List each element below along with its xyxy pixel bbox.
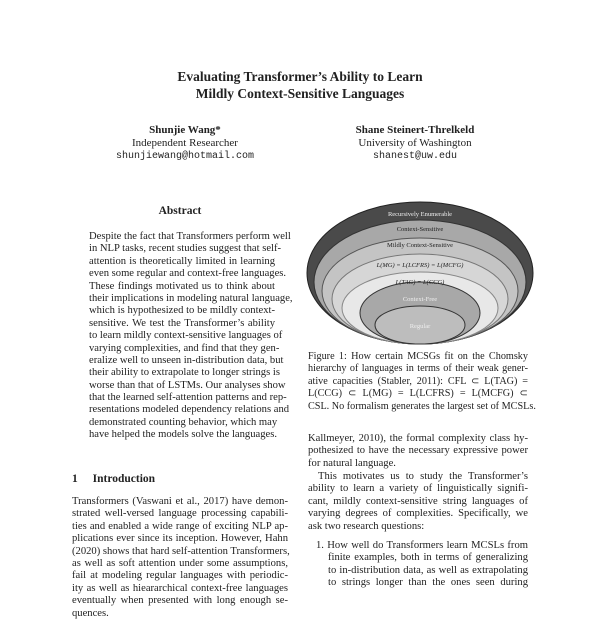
title-line: Evaluating Transformer’s Ability to Learn bbox=[177, 69, 423, 84]
label-regular: Regular bbox=[409, 323, 431, 330]
chomsky-hierarchy-figure bbox=[300, 200, 540, 350]
text-line: cant, mildly context-sensitive string languages of bbox=[308, 495, 528, 507]
text-line: Despite the fact that Transformers perform well bbox=[89, 231, 291, 242]
author-affiliation: University of Washington bbox=[358, 137, 472, 149]
text-line: Transformers (Vaswani et al., 2017) have demon- bbox=[72, 496, 288, 507]
author-name: Shane Steinert-Threlkeld bbox=[355, 124, 475, 136]
text-line: their ability to extrapolate to longer strings is bbox=[89, 367, 280, 379]
text-line: ity as well as hieararchical context-free languages bbox=[72, 582, 288, 594]
text-line: This motivates us to study the Transformer’s bbox=[318, 471, 528, 482]
section-number: 1 bbox=[72, 473, 78, 485]
text-line: even some regular and context-free languages. bbox=[89, 268, 287, 280]
text-line: These findings motivated us to think about bbox=[89, 280, 275, 292]
text-line: ties and enabled a wide range of exciting NLP ap- bbox=[72, 520, 288, 532]
text-line: to learn mildly context-sensitive languages of bbox=[89, 330, 283, 342]
text-line: worse than that of LSTMs. Our analyses show bbox=[89, 379, 286, 391]
text-line: that the learned self-attention patterns and rep- bbox=[89, 392, 287, 404]
text-line: as well as soft attention under some assumptions, bbox=[72, 557, 288, 569]
abstract-heading: Abstract bbox=[158, 205, 202, 217]
text-line: hierarchy of languages in terms of their weak gener- bbox=[308, 363, 528, 375]
section-title: Introduction bbox=[92, 473, 156, 485]
title-line: Mildly Context-Sensitive Languages bbox=[195, 86, 405, 101]
text-line: have helped the models solve the languages. bbox=[89, 429, 277, 441]
text-line: CSL. No formalism generates the largest set of MCSLs. bbox=[308, 400, 536, 412]
author-email: shanest@uw.edu bbox=[372, 151, 457, 162]
text-line: Figure 1: How certain MCSGs fit on the Chomsky bbox=[308, 351, 528, 362]
text-line: quences. bbox=[72, 607, 109, 619]
figure-caption bbox=[308, 351, 536, 413]
author-1 bbox=[100, 124, 270, 163]
text-line: varying degrees of complexities. Specifically, we bbox=[308, 508, 528, 520]
text-line: 1. How well do Transformers learn MCSLs from bbox=[316, 540, 528, 551]
text-line: to in-distribution data, as well as extrapolating bbox=[328, 564, 528, 576]
text-line: attention is theoretically limited in learning bbox=[89, 255, 275, 267]
text-line: for natural language. bbox=[308, 457, 396, 469]
label-cs: Context-Sensitive bbox=[396, 226, 444, 233]
text-line: fail at modeling regular languages with periodic- bbox=[72, 570, 288, 582]
paper-title bbox=[0, 68, 600, 102]
text-line: demonstrated counting behavior, which may bbox=[89, 416, 278, 428]
author-email: shunjiewang@hotmail.com bbox=[115, 151, 255, 162]
author-affiliation: Independent Researcher bbox=[132, 137, 238, 149]
text-line: ask two research questions: bbox=[308, 520, 425, 532]
text-line: strated well-versed language processing capabili- bbox=[72, 508, 288, 520]
text-line: their implications in modeling natural language, bbox=[89, 292, 293, 304]
label-cf: Context-Free bbox=[402, 296, 438, 303]
text-line: (2020) shows that hard self-attention Transformers, bbox=[72, 545, 290, 557]
author-name: Shunjie Wang* bbox=[149, 124, 221, 136]
text-line: pothesized to have the necessary expressive power bbox=[308, 445, 528, 457]
label-mcs: Mildly Context-Sensitive bbox=[387, 242, 453, 249]
text-line: plications ever since its inception. However, Hahn bbox=[72, 533, 288, 545]
paragraph bbox=[308, 433, 528, 470]
text-line: which is hypothesized to be mildly context- bbox=[89, 305, 275, 317]
text-line: to strings longer than the ones seen during bbox=[328, 577, 528, 589]
paragraph bbox=[308, 471, 528, 533]
label-re: Recursively Enumerable bbox=[387, 211, 453, 218]
research-question-list bbox=[316, 540, 528, 590]
author-2 bbox=[330, 124, 500, 163]
intro-body bbox=[72, 496, 288, 620]
text-line: finite examples, both in terms of generalizing bbox=[328, 552, 528, 564]
text-line: resentations modeled dependency relations and bbox=[89, 404, 290, 416]
label-mg: L(MG) = L(LCFRS) = L(MCFG) bbox=[376, 262, 464, 269]
section-heading bbox=[72, 473, 155, 485]
text-line: L(CCG) ⊂ L(MG) = L(LCFRS) = L(MCFG) ⊂ bbox=[308, 388, 528, 400]
text-line: varying complexities, and find that they gen- bbox=[89, 342, 280, 354]
label-tag: L(TAG) = L(CCG) bbox=[395, 279, 445, 286]
text-line: sensitive. We test the Transformer’s ability bbox=[89, 317, 275, 329]
text-line: in NLP tasks, recent studies suggest that self- bbox=[89, 243, 282, 255]
text-line: ative capacities (Stabler, 2011): CFL ⊂ L(TAG) = bbox=[308, 375, 528, 387]
abstract-body bbox=[89, 231, 293, 442]
text-line: ability to learn a variety of linguistically signifi- bbox=[308, 483, 528, 495]
text-line: eventually when presented with long enough se- bbox=[72, 595, 288, 607]
text-line: eralize well to unseen in-distribution data, but bbox=[89, 354, 284, 366]
text-line: Kallmeyer, 2010), the formal complexity class hy- bbox=[308, 433, 528, 444]
